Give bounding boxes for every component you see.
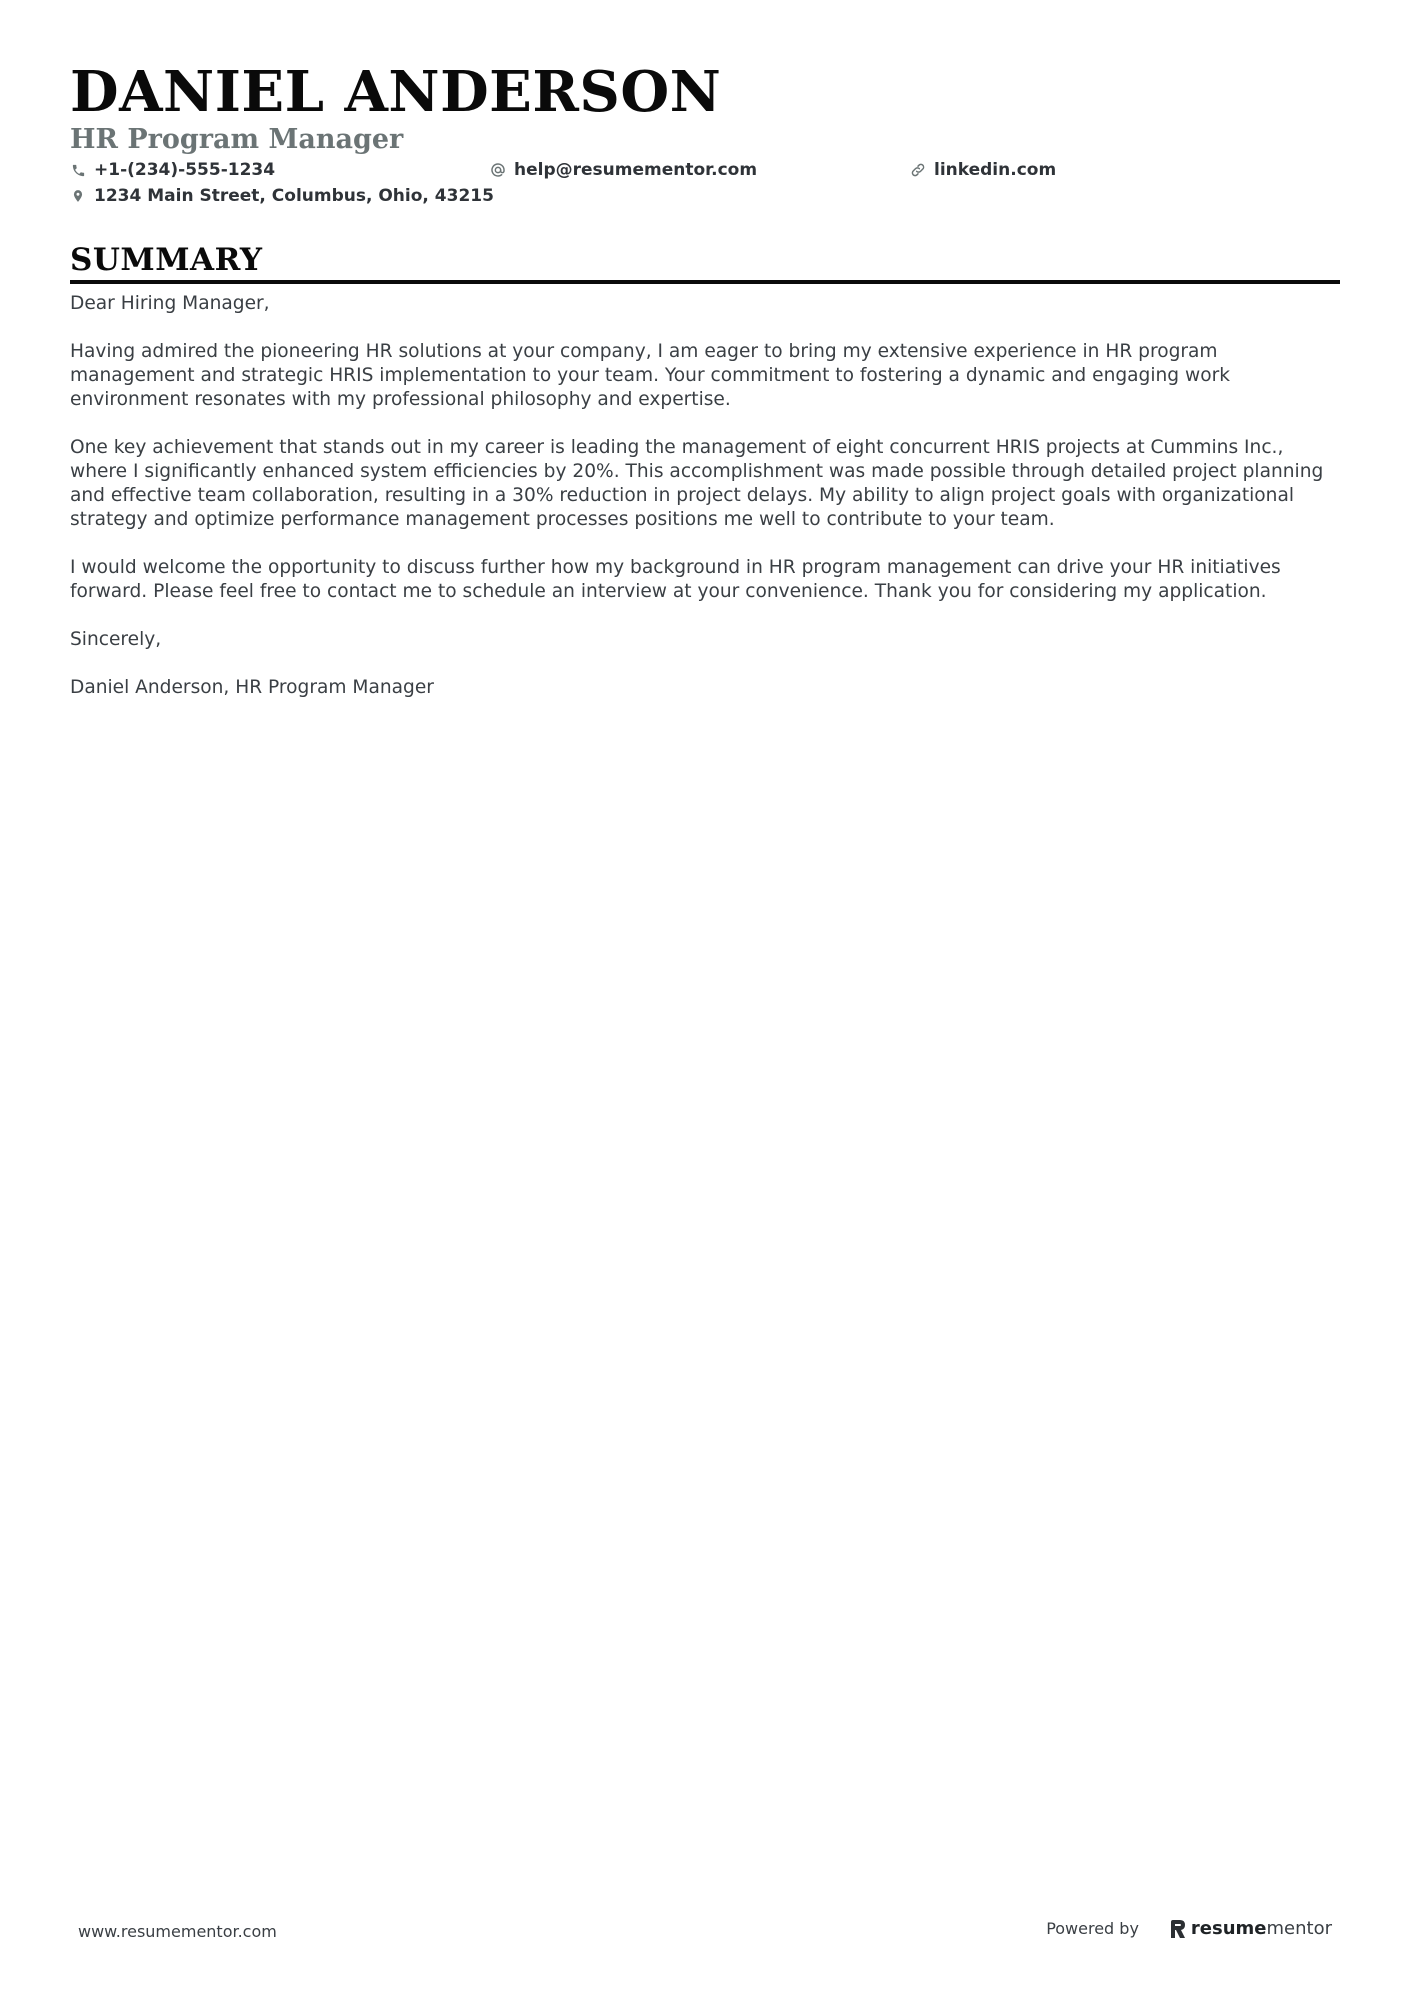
address-text: 1234 Main Street, Columbus, Ohio, 43215 — [94, 186, 494, 206]
location-pin-icon — [70, 188, 86, 204]
brand-logo[interactable] — [1169, 1918, 1332, 1939]
powered-by-label: Powered by — [1046, 1919, 1139, 1938]
phone-icon — [70, 162, 86, 178]
section-divider — [70, 280, 1340, 284]
contact-info — [70, 160, 1340, 220]
letter-paragraph: I would welcome the opportunity to discuss further how my background in HR program management can drive your HR initiatives forward. Please feel free to contact me to schedule an interview at your convenience. Thank you for considering my application. — [70, 557, 1281, 602]
brand-name-part1: resume — [1190, 1918, 1267, 1939]
link-text: linkedin.com — [934, 160, 1057, 180]
letter-paragraph: One key achievement that stands out in my career is leading the management of eight concurrent HRIS projects at Cummins Inc., where I significantly enhanced system efficiencies by 20%. This accomplishment was made possible through detailed project planning and effective team collaboration, resulting in a 30% reduction in project delays. My ability to align project goals with organizational strategy and optimize performance management processes positions me well to contribute to your team. — [70, 437, 1324, 530]
brand-logo-icon — [1169, 1919, 1187, 1939]
candidate-name: DANIEL ANDERSON — [70, 59, 722, 125]
salutation: Dear Hiring Manager, — [70, 293, 270, 314]
cover-letter-page — [70, 60, 1340, 724]
signature: Daniel Anderson, HR Program Manager — [70, 677, 434, 698]
footer-branding — [1046, 1918, 1332, 1939]
job-title: HR Program Manager — [70, 124, 404, 155]
contact-email — [490, 160, 757, 180]
letter-body — [70, 292, 1340, 700]
closing: Sincerely, — [70, 629, 162, 650]
email-text: help@resumementor.com — [514, 160, 758, 180]
letter-paragraph: Having admired the pioneering HR solutions at your company, I am eager to bring my extensive experience in HR program management and strategic HRIS implementation to your team. Your commitment to fostering a dynamic and engaging work environment resonates with my professional philosophy and expertise. — [70, 341, 1231, 410]
link-icon — [910, 162, 926, 178]
footer-website[interactable]: www.resumementor.com — [78, 1922, 277, 1941]
contact-phone — [70, 160, 275, 180]
phone-text: +1-(234)-555-1234 — [94, 160, 276, 180]
contact-address — [70, 186, 494, 206]
brand-name-part2: mentor — [1266, 1918, 1332, 1939]
summary-heading: SUMMARY — [70, 242, 263, 278]
contact-link — [910, 160, 1056, 180]
at-icon — [490, 162, 506, 178]
